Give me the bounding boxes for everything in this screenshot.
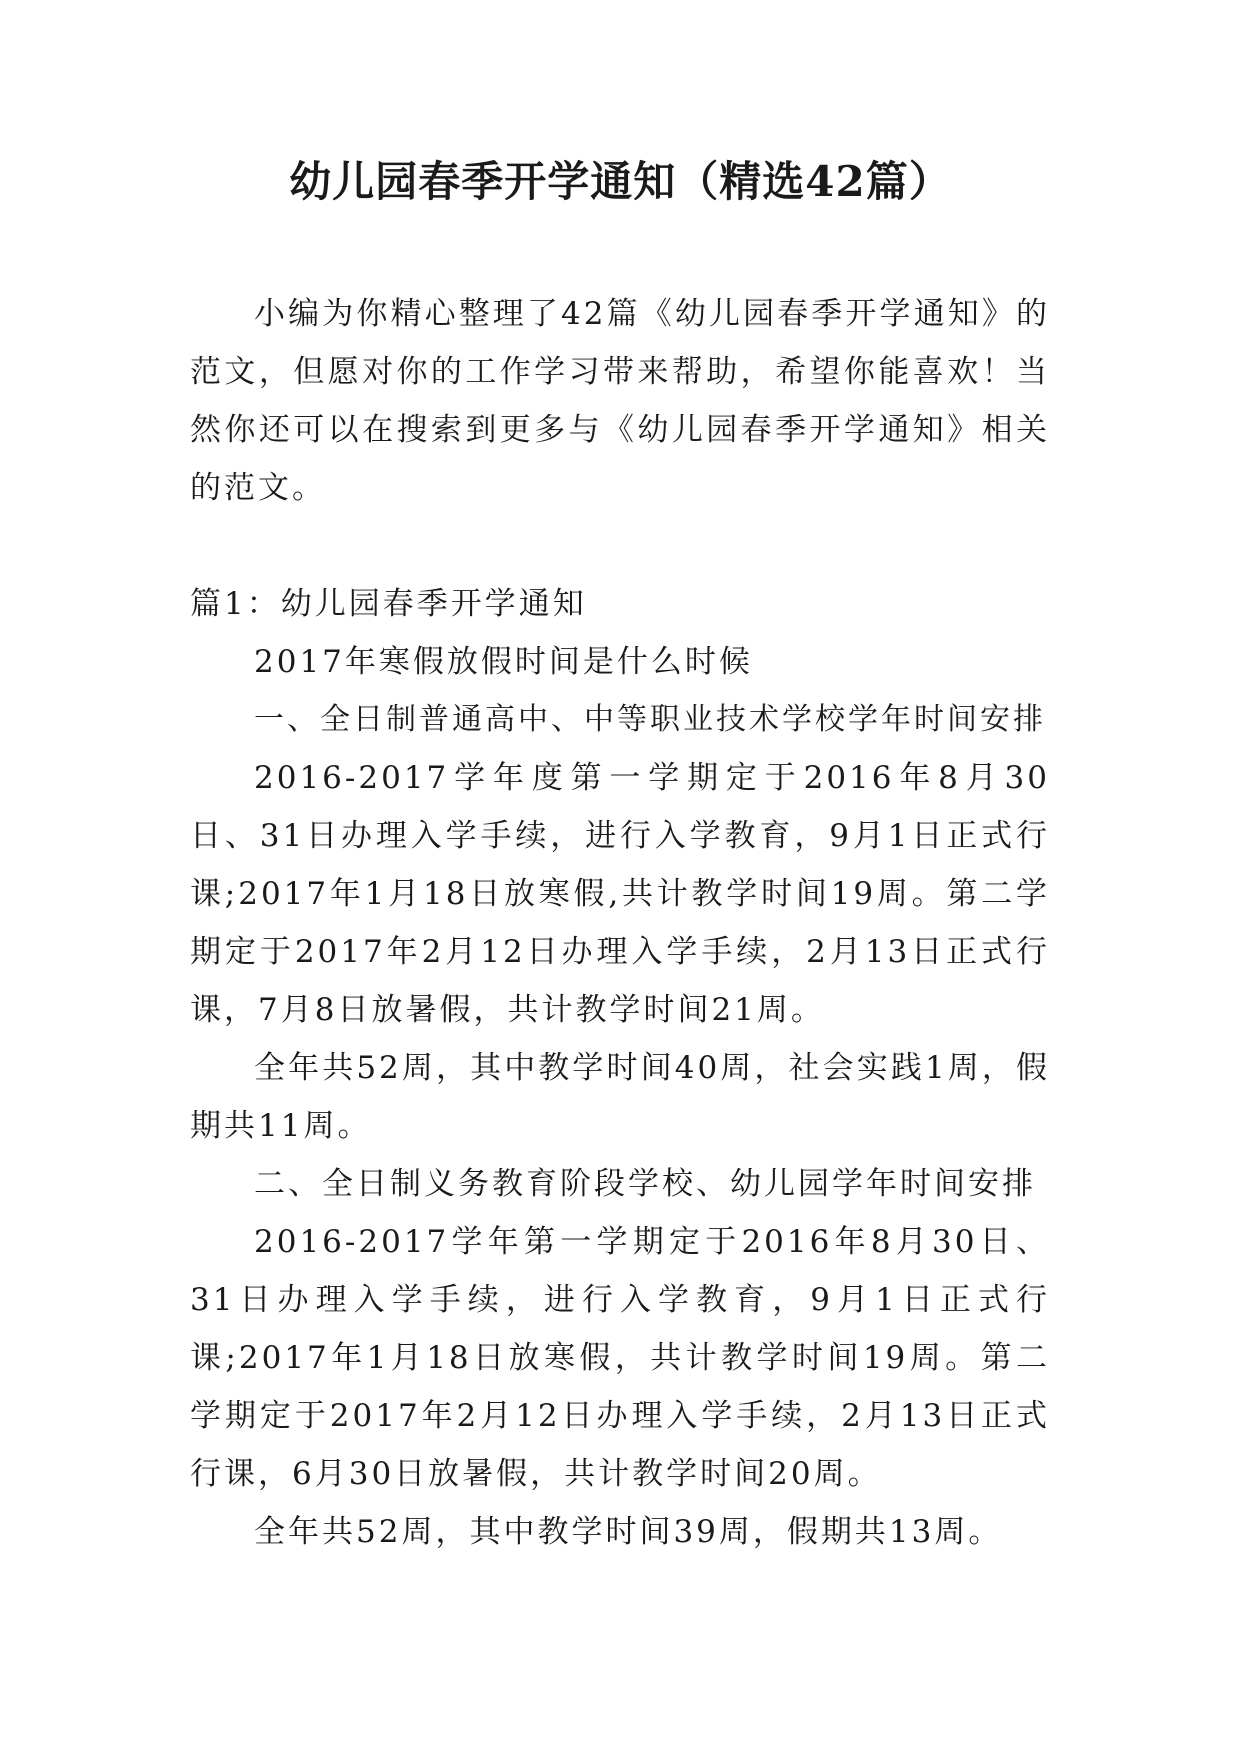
paragraph-3: 2016-2017学年度第一学期定于2016年8月30日、31日办理入学手续，进行入学教育，9月1日正式行课;2017年1月18日放寒假,共计教学时间19周。第二学期定于2017年2月12日办理入学手续，2月13日正式行课，7月8日放暑假，共计教学时间21周。 (190, 760, 1050, 1028)
paragraph-7: 全年共52周，其中教学时间39周，假期共13周。 (254, 1514, 1003, 1550)
document-title: 幼儿园春季开学通知（精选42篇） (289, 157, 952, 206)
paragraph-2: 一、全日制普通高中、中等职业技术学校学年时间安排 (254, 702, 1046, 737)
intro-paragraph: 小编为你精心整理了42篇《幼儿园春季开学通知》的范文，但愿对你的工作学习带来帮助，希望你能喜欢！当然你还可以在搜索到更多与《幼儿园春季开学通知》相关的范文。 (190, 296, 1050, 506)
paragraph-4: 全年共52周，其中教学时间40周，社会实践1周，假期共11周。 (190, 1050, 1050, 1144)
paragraph-6: 2016-2017学年第一学期定于2016年8月30日、31日办理入学手续，进行入学教育，9月1日正式行课;2017年1月18日放寒假，共计教学时间19周。第二学期定于2017年2月12日办理入学手续，2月13日正式行课，6月30日放暑假，共计教学时间20周。 (190, 1224, 1050, 1492)
intro-block (190, 285, 1050, 517)
section-heading: 篇1：幼儿园春季开学通知 (190, 586, 587, 622)
section-1 (190, 575, 1050, 1561)
paragraph-1: 2017年寒假放假时间是什么时候 (254, 644, 753, 680)
paragraph-5: 二、全日制义务教育阶段学校、幼儿园学年时间安排 (254, 1166, 1036, 1202)
